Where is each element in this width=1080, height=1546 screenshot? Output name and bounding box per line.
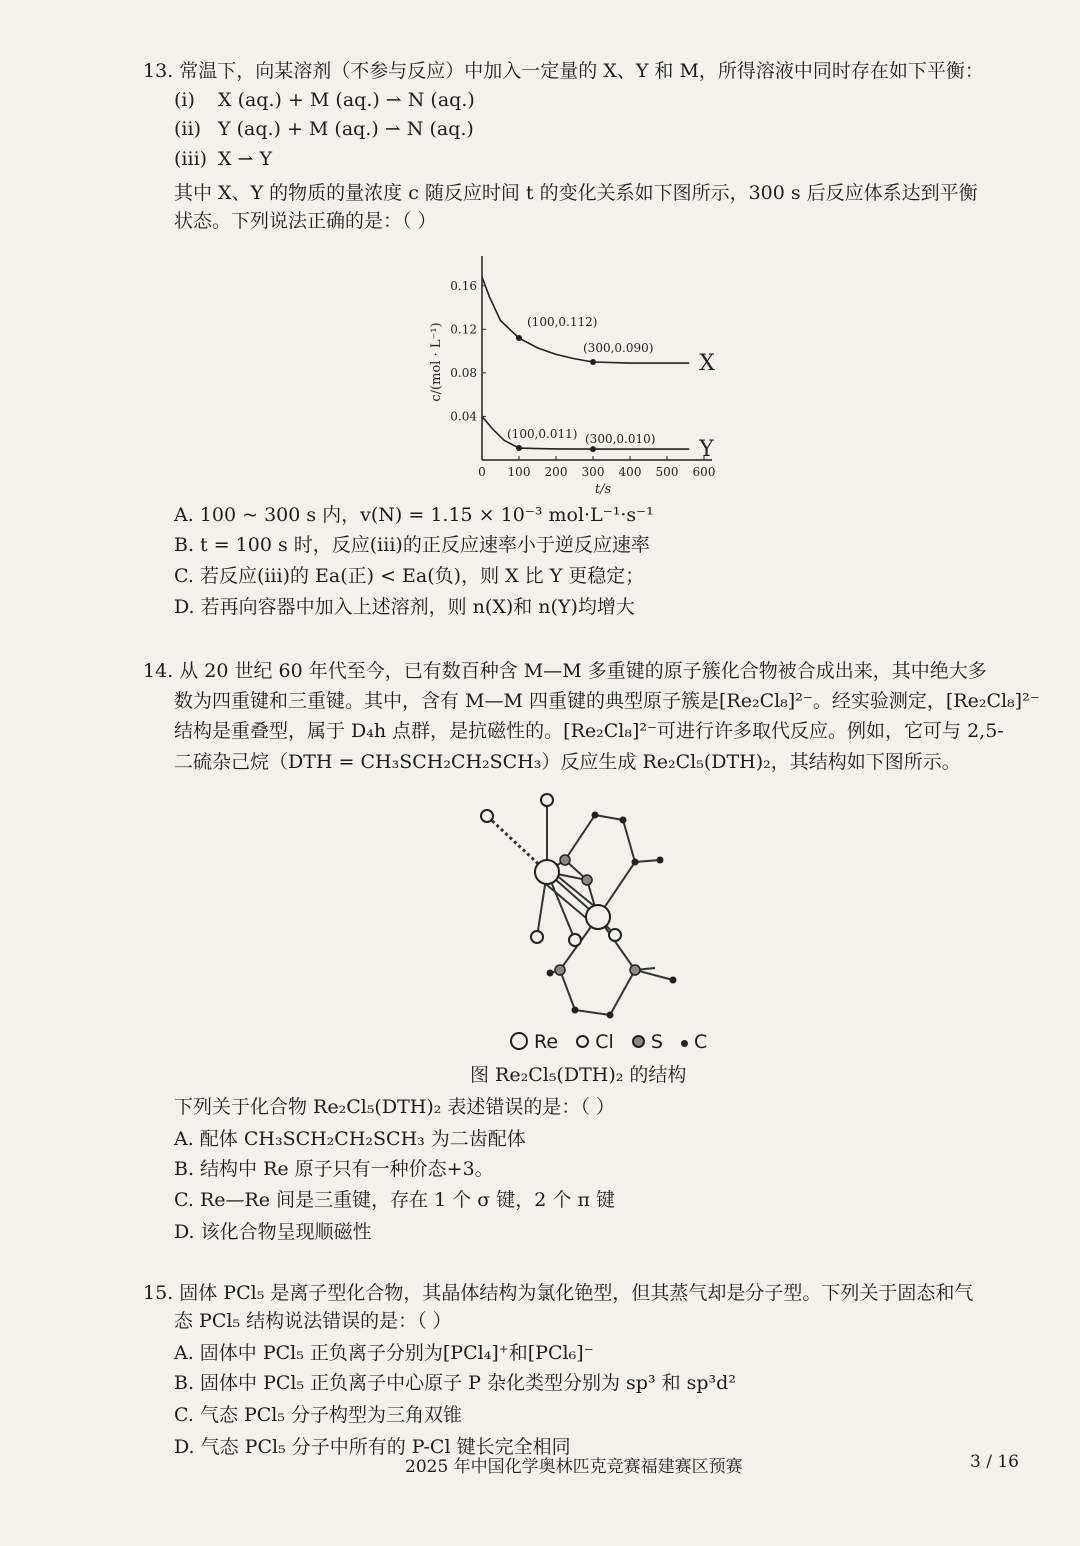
data-point <box>590 359 596 365</box>
point-annotation: (300,0.090) <box>583 341 654 355</box>
q13-equation-3: (iii) X ⇀ Y <box>174 148 273 170</box>
y-tick-label: 0.12 <box>450 322 477 337</box>
q14-line-1: 14. 从 20 世纪 60 年代至今，已有数百种含 M—M 多重键的原子簇化合物被合成出来，其中绝大多 <box>143 660 987 682</box>
re2cl5-dth2-structure <box>465 790 695 1020</box>
x-tick-label: 100 <box>507 465 531 479</box>
q13-option-a: A. 100 ~ 300 s 内，v(N) = 1.15 × 10⁻³ mol·L⁻¹·s⁻¹ <box>174 504 654 526</box>
q14-question: 下列关于化合物 Re₂Cl₅(DTH)₂ 表述错误的是：（ ） <box>174 1096 615 1118</box>
q15-option-d: D. 气态 PCl₅ 分子中所有的 P-Cl 键长完全相同 <box>174 1436 571 1458</box>
x-axis-label: t/s <box>594 482 612 495</box>
q14-option-d: D. 该化合物呈现顺磁性 <box>174 1221 372 1243</box>
q15-option-c: C. 气态 PCl₅ 分子构型为三角双锥 <box>174 1404 463 1426</box>
concentration-time-chart <box>410 240 740 495</box>
series-y-label: Y <box>699 437 714 463</box>
q14-option-c: C. Re—Re 间是三重键，存在 1 个 σ 键，2 个 π 键 <box>174 1189 615 1211</box>
q14-option-b: B. 结构中 Re 原子只有一种价态+3。 <box>174 1158 494 1180</box>
q15-option-a: A. 固体中 PCl₅ 正负离子分别为[PCl₄]⁺和[PCl₆]⁻ <box>174 1342 594 1364</box>
cl-legend-icon <box>576 1035 589 1048</box>
x-tick-label: 300 <box>581 465 605 479</box>
data-point <box>516 445 522 451</box>
data-point <box>516 335 522 341</box>
q14-line-2: 数为四重键和三重键。其中，含有 M—M 四重键的典型原子簇是[Re₂Cl₈]²⁻。经实验测定，[Re₂Cl₈]²⁻ <box>174 690 1040 712</box>
data-point <box>590 446 596 452</box>
q15-option-b: B. 固体中 PCl₅ 正负离子中心原子 P 杂化类型分别为 sp³ 和 sp³d² <box>174 1372 736 1394</box>
re-atom-2 <box>586 905 610 929</box>
x-tick-label: 200 <box>544 465 568 479</box>
x-tick-label: 0 <box>478 465 486 479</box>
x-tick-label: 400 <box>618 465 642 479</box>
q14-line-4: 二硫杂己烷（DTH = CH₃SCH₂CH₂SCH₃）反应生成 Re₂Cl₅(DTH)₂，其结构如下图所示。 <box>174 751 961 773</box>
re-atom-1 <box>535 860 559 884</box>
q13-equation-1: (i) X (aq.) + M (aq.) ⇀ N (aq.) <box>174 89 475 111</box>
page-number: 3 / 16 <box>970 1452 1019 1472</box>
x-tick-label: 500 <box>655 465 679 479</box>
re-legend-icon <box>510 1032 528 1050</box>
point-annotation: (100,0.011) <box>507 427 578 442</box>
point-annotation: (300,0.010) <box>585 432 656 447</box>
y-tick-label: 0.04 <box>450 409 477 424</box>
y-tick-label: 0.16 <box>450 278 477 293</box>
c-legend-icon <box>681 1040 688 1047</box>
y-axis-label: c/(mol · L⁻¹) <box>429 322 444 402</box>
q15-line-2: 态 PCl₅ 结构说法错误的是：（ ） <box>174 1310 452 1332</box>
q13-equation-2: (ii) Y (aq.) + M (aq.) ⇀ N (aq.) <box>174 118 474 140</box>
figure-caption: 图 Re₂Cl₅(DTH)₂ 的结构 <box>470 1064 687 1086</box>
q13-option-c: C. 若反应(iii)的 Ea(正) < Ea(负)，则 X 比 Y 更稳定； <box>174 565 645 587</box>
q14-line-3: 结构是重叠型，属于 D₄h 点群，是抗磁性的。[Re₂Cl₈]²⁻可进行许多取代反应。例如，它可与 2,5- <box>174 720 1004 742</box>
q13-description-2: 状态。下列说法正确的是：（ ） <box>174 210 437 232</box>
series-x-label: X <box>699 351 715 377</box>
y-tick-label: 0.08 <box>450 365 477 380</box>
structure-legend: Re Cl S C <box>510 1030 707 1054</box>
q14-option-a: A. 配体 CH₃SCH₂CH₂SCH₃ 为二齿配体 <box>174 1128 526 1150</box>
q13-option-d: D. 若再向容器中加入上述溶剂，则 n(X)和 n(Y)均增大 <box>174 596 635 618</box>
q13-description-1: 其中 X、Y 的物质的量浓度 c 随反应时间 t 的变化关系如下图所示，300 s 后反应体系达到平衡 <box>174 182 978 204</box>
q13-stem: 13. 常温下，向某溶剂（不参与反应）中加入一定量的 X、Y 和 M，所得溶液中同时存在如下平衡： <box>143 60 984 82</box>
q15-line-1: 15. 固体 PCl₅ 是离子型化合物，其晶体结构为氯化铯型，但其蒸气却是分子型。下列关于固态和气 <box>143 1282 974 1304</box>
s-legend-icon <box>632 1035 645 1048</box>
footer-title: 2025 年中国化学奥林匹克竞赛福建赛区预赛 <box>405 1457 743 1477</box>
point-annotation: (100,0.112) <box>527 315 598 330</box>
x-tick-label: 600 <box>692 465 716 479</box>
q13-option-b: B. t = 100 s 时，反应(iii)的正反应速率小于逆反应速率 <box>174 534 650 556</box>
